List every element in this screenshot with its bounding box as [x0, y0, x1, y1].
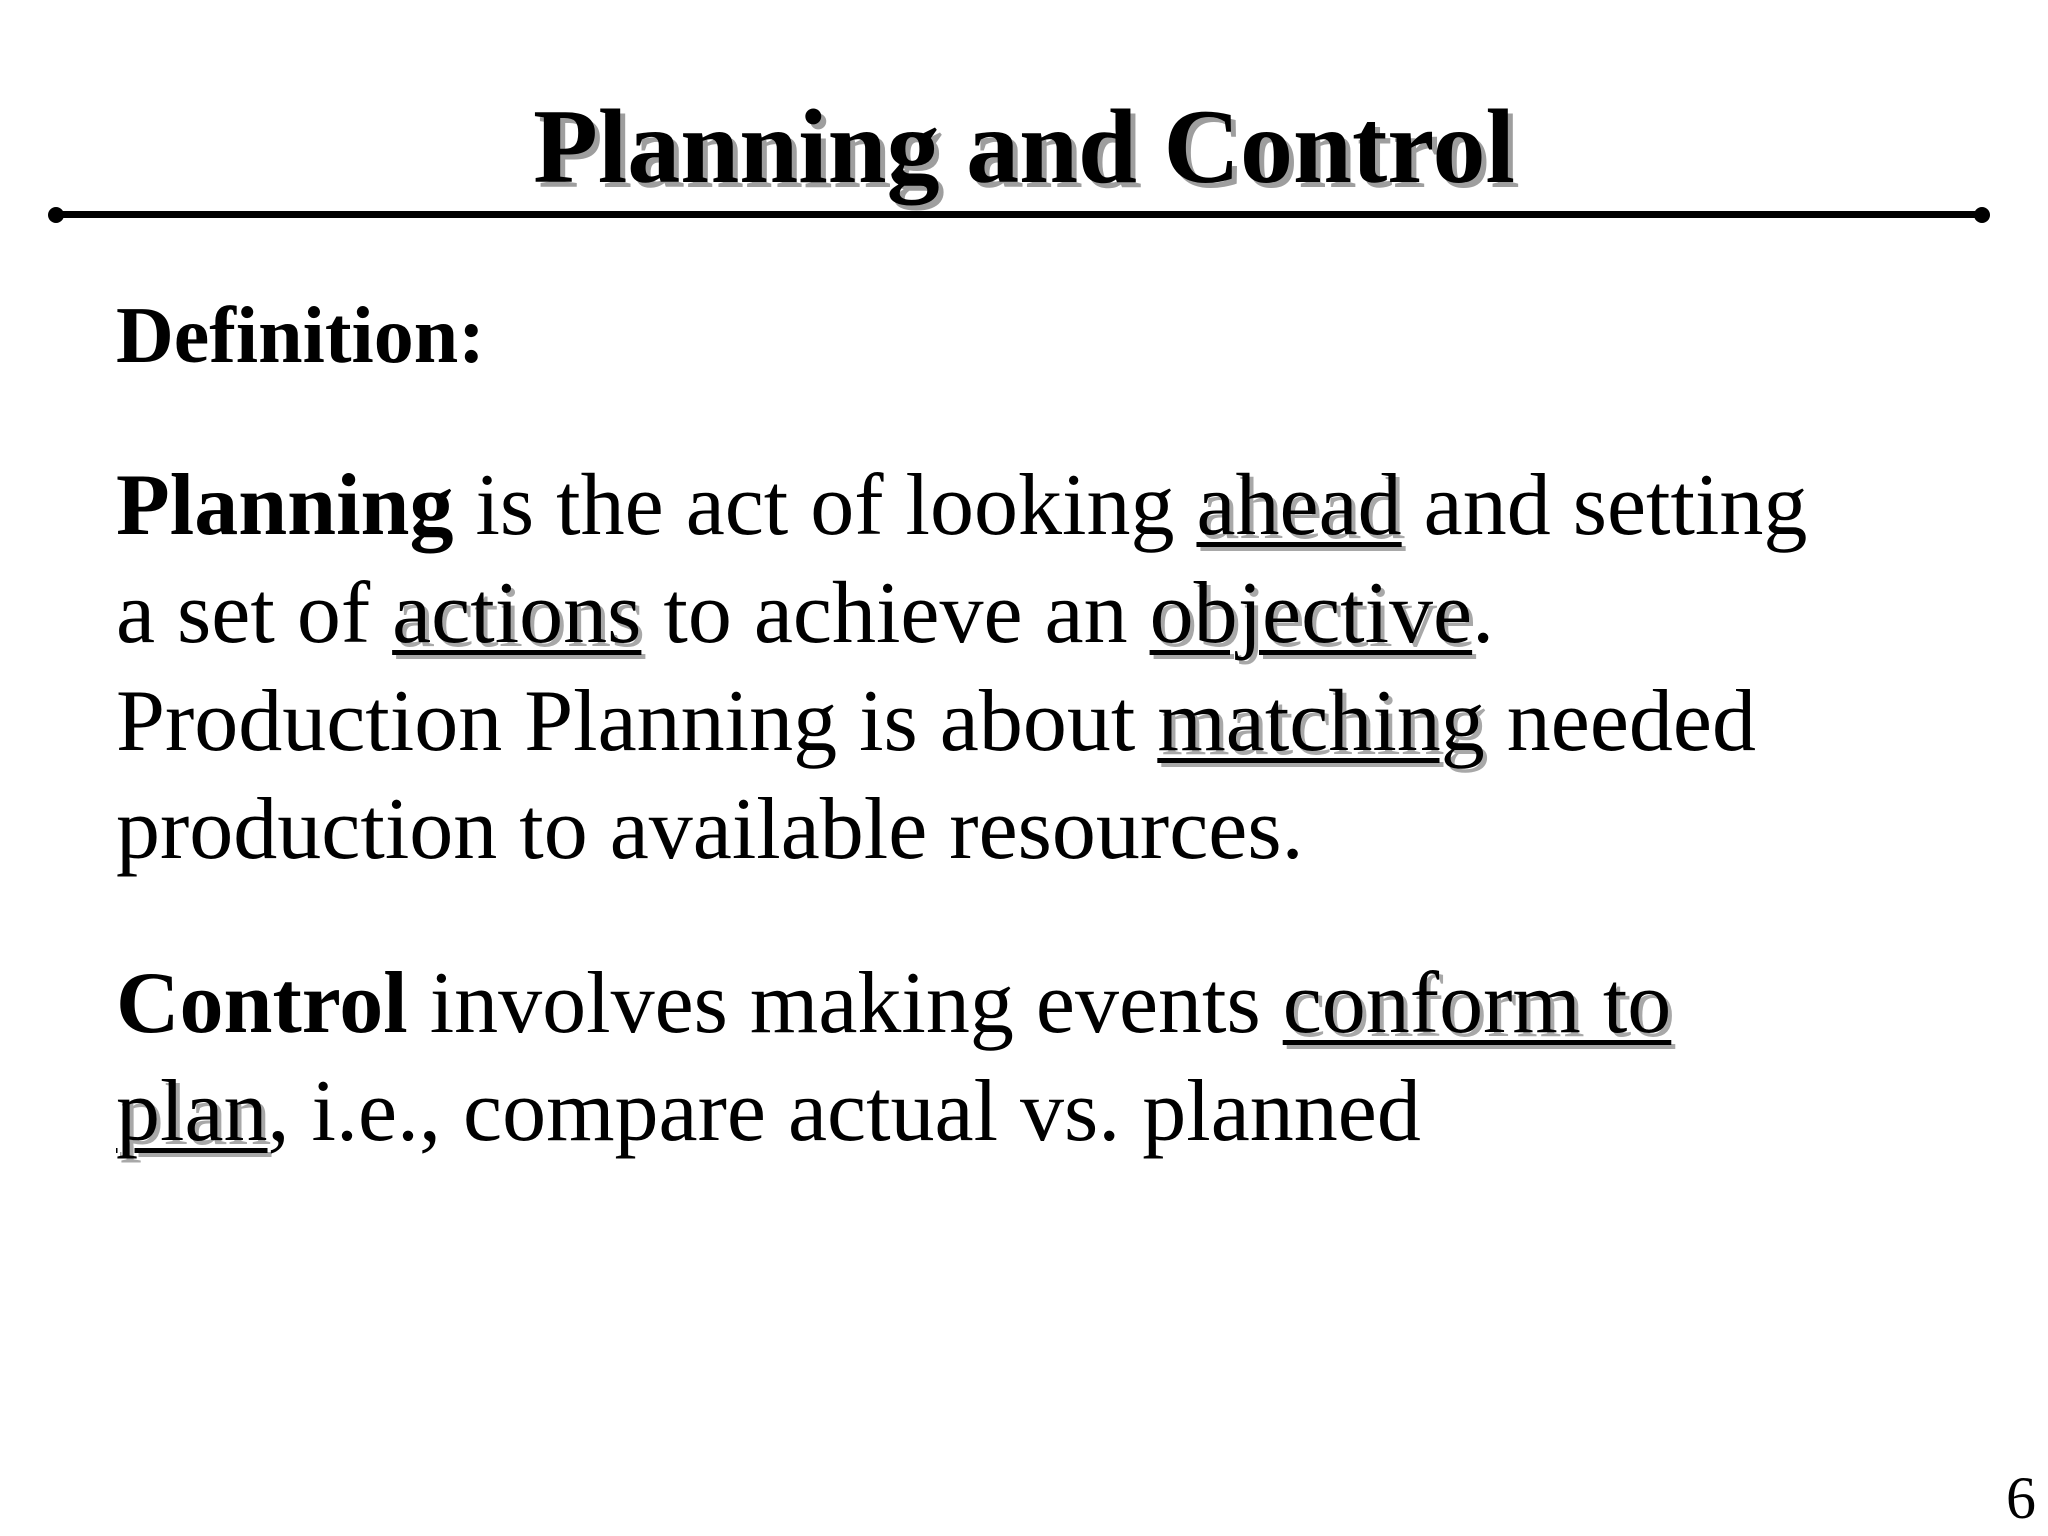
- keyword-ahead: ahead: [1196, 457, 1402, 554]
- control-line-2-text-a: , i.e., compare actual vs. planned: [267, 1063, 1421, 1160]
- planning-line-3-text-b: needed: [1484, 673, 1756, 770]
- control-paragraph: [116, 950, 1671, 1166]
- keyword-plan: plan: [116, 1063, 268, 1160]
- control-term: Control: [116, 955, 408, 1052]
- keyword-actions: actions: [392, 565, 642, 662]
- planning-line-2: [116, 560, 1807, 668]
- planning-paragraph: [116, 452, 1807, 884]
- keyword-conform-to: conform to: [1282, 955, 1672, 1052]
- title-rule: [56, 211, 1988, 218]
- title-rule-right-cap: [1974, 207, 1990, 223]
- control-line-2: [116, 1058, 1671, 1166]
- definition-heading: Definition:: [116, 292, 485, 380]
- planning-line-1-text-a: is the act of looking: [453, 457, 1197, 554]
- planning-line-3: [116, 668, 1807, 776]
- control-line-1-text-a: involves making events: [407, 955, 1283, 1052]
- planning-line-1: [116, 452, 1807, 560]
- planning-line-2-text-a: a set of: [116, 565, 393, 662]
- slide-title: Planning and Control: [533, 88, 1515, 205]
- planning-line-3-text-a: Production Planning is about: [116, 673, 1158, 770]
- planning-line-2-text-b: to achieve an: [641, 565, 1150, 662]
- keyword-objective: objective: [1149, 565, 1473, 662]
- planning-line-4: [116, 776, 1807, 884]
- planning-line-1-text-b: and setting: [1401, 457, 1808, 554]
- control-line-1: [116, 950, 1671, 1058]
- planning-term: Planning: [116, 457, 454, 554]
- planning-line-2-text-c: .: [1472, 565, 1495, 662]
- page-number: 6: [2006, 1465, 2036, 1531]
- keyword-matching: matching: [1157, 673, 1485, 770]
- planning-line-4-text-a: production to available resources.: [116, 781, 1304, 878]
